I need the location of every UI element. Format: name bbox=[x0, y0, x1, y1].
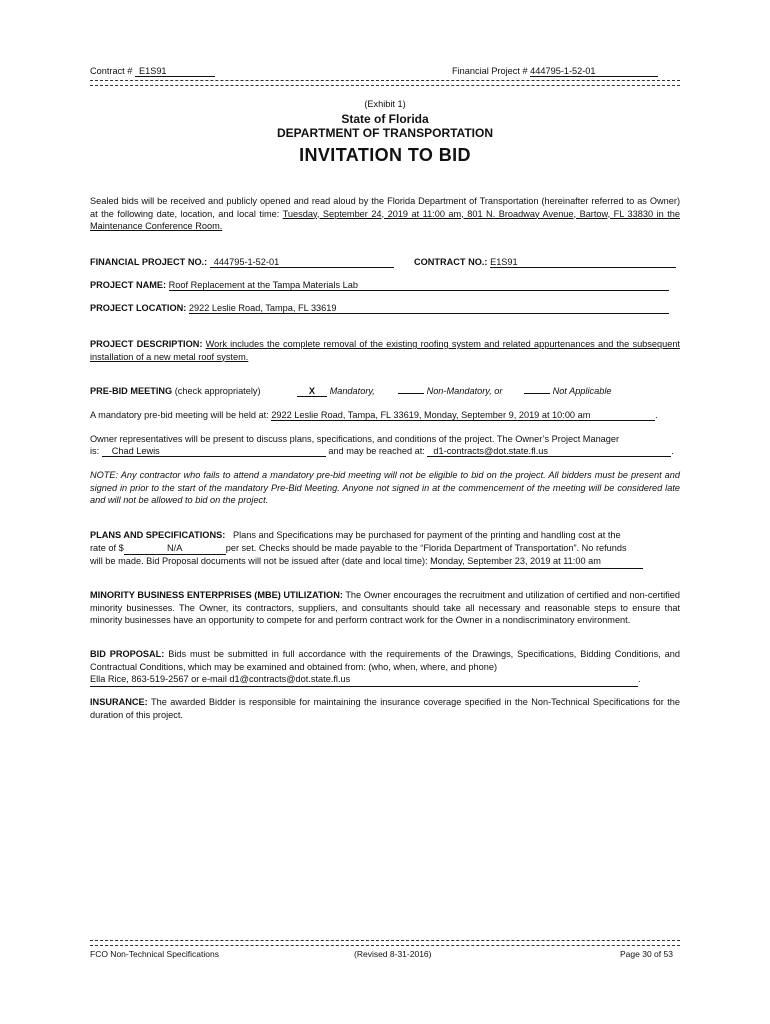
contract-label: Contract # bbox=[90, 66, 133, 76]
project-description bbox=[90, 338, 680, 363]
project-name-value: Roof Replacement at the Tampa Materials Lab bbox=[169, 280, 669, 291]
mandatory-option[interactable] bbox=[297, 386, 375, 397]
insurance bbox=[90, 696, 680, 721]
fp-field-label: FINANCIAL PROJECT NO.: bbox=[90, 257, 208, 267]
is-label: is: bbox=[90, 446, 100, 456]
issue-cutoff-text: will be made. Bid Proposal documents will not be issued after (date and local time): bbox=[90, 556, 428, 566]
project-location-value: 2922 Leslie Road, Tampa, FL 33619 bbox=[189, 303, 669, 314]
project-description-label: PROJECT DESCRIPTION: bbox=[90, 339, 203, 349]
issue-cutoff-date: Monday, September 23, 2019 at 11:00 am bbox=[430, 555, 643, 569]
contract-number bbox=[90, 66, 215, 77]
financial-project-field bbox=[90, 257, 394, 268]
footer-left: FCO Non-Technical Specifications bbox=[90, 949, 219, 959]
not-applicable-checkbox[interactable] bbox=[524, 393, 550, 394]
mandatory-checkmark[interactable]: X bbox=[297, 386, 327, 397]
pre-bid-held-text: A mandatory pre-bid meeting will be held at: bbox=[90, 410, 269, 420]
state-title: State of Florida bbox=[341, 112, 429, 126]
exhibit-label: (Exhibit 1) bbox=[364, 99, 406, 109]
plans-label: PLANS AND SPECIFICATIONS: bbox=[90, 530, 226, 540]
project-location-label: PROJECT LOCATION: bbox=[90, 303, 187, 313]
fp-value: 444795-1-52-01 bbox=[530, 66, 658, 77]
bid-opening-details: Tuesday, September 24, 2019 at 11:00 am, 801 N. Broadway Avenue, Bartow, FL 33830 in the Maintenance Conference Room. bbox=[90, 208, 680, 231]
not-applicable-option[interactable] bbox=[524, 386, 611, 396]
mandatory-label: Mandatory, bbox=[329, 386, 375, 396]
project-name-label: PROJECT NAME: bbox=[90, 280, 167, 290]
mbe-utilization bbox=[90, 589, 680, 627]
page-title: INVITATION TO BID bbox=[299, 145, 471, 165]
payment-text: per set. Checks should be made payable to the “Florida Department of Transportation”. No refunds bbox=[225, 542, 627, 553]
pre-bid-hint: (check appropriately) bbox=[174, 386, 261, 396]
intro-paragraph bbox=[90, 195, 680, 233]
pre-bid-label: PRE-BID MEETING bbox=[90, 386, 173, 396]
financial-project-number bbox=[452, 66, 658, 77]
mbe-text: The Owner encourages the recruitment and utilization of certified and non-certified minority businesses. The Owner, its contractors, suppliers, and consultants should take all necessary and reasonable steps to ensure that minority businesses have an opportunity to compete for and perform contract work for the Owner in a nondiscriminatory environment. bbox=[90, 590, 680, 625]
project-name-field bbox=[90, 280, 669, 291]
owner-representatives-text: Owner representatives will be present to discuss plans, specifications, and conditions of the project. The Owner’s Project Manager bbox=[90, 434, 620, 444]
footer-divider bbox=[90, 940, 680, 946]
pre-bid-note: NOTE: Any contractor who fails to attend a mandatory pre-bid meeting will not be eligible to bid on the project. All bidders must be present and signed in prior to the start of the mandatory Pre-Bid Meeting. Anyone not signed in at the commencement of the meeting will be considered late and will not be allowed to bid on the project. bbox=[90, 470, 680, 505]
project-manager-email[interactable]: d1-contracts@dot.state.fl.us bbox=[427, 446, 671, 457]
project-manager-name: Chad Lewis bbox=[102, 446, 326, 457]
header-divider bbox=[90, 80, 680, 86]
rate-prefix: rate of $ bbox=[90, 542, 124, 553]
pre-bid-held-value: 2922 Leslie Road, Tampa, FL 33619, Monday, September 9, 2019 at 10:00 am bbox=[271, 410, 655, 421]
plans-specifications bbox=[90, 529, 680, 569]
bid-proposal-label: BID PROPOSAL: bbox=[90, 649, 165, 659]
plans-text: Plans and Specifications may be purchased for payment of the printing and handling cost at the bbox=[232, 530, 621, 540]
department-title: DEPARTMENT OF TRANSPORTATION bbox=[277, 126, 493, 140]
contract-field-label: CONTRACT NO.: bbox=[414, 257, 488, 267]
non-mandatory-label: Non-Mandatory, or bbox=[426, 386, 503, 396]
pre-bid-meeting-row bbox=[90, 386, 261, 396]
rate-value: N/A bbox=[124, 542, 226, 556]
page-number: Page 30 of 53 bbox=[620, 949, 673, 959]
reach-label: and may be reached at: bbox=[328, 446, 425, 456]
insurance-text: The awarded Bidder is responsible for maintaining the insurance coverage specified in the Non-Technical Specifications for the duration of this project. bbox=[90, 697, 680, 720]
non-mandatory-checkbox[interactable] bbox=[398, 393, 424, 394]
not-applicable-label: Not Applicable bbox=[552, 386, 612, 396]
fp-label: Financial Project # bbox=[452, 66, 528, 76]
bid-contact[interactable]: Ella Rice, 863-519-2567 or e-mail d1@contracts@dot.state.fl.us bbox=[90, 673, 638, 687]
fp-field-value: 444795-1-52-01 bbox=[210, 257, 394, 268]
insurance-label: INSURANCE: bbox=[90, 697, 148, 707]
contract-field bbox=[414, 257, 676, 268]
bid-proposal: BID PROPOSAL: Bids must be submitted in full accordance with the requirements of the Drawings, Specifications, Bidding Conditions, and Contractual Conditions, which may be examined and obtained from: (who, when, where, and phone) Ella Rice, 863-519-2567 or e-mail d1@contracts@dot.state.fl.us . bbox=[90, 648, 680, 687]
contract-field-value: E1S91 bbox=[490, 257, 676, 268]
mbe-label: MINORITY BUSINESS ENTERPRISES (MBE) UTILIZATION: bbox=[90, 590, 343, 600]
contract-value: E1S91 bbox=[135, 66, 215, 77]
project-manager-row: is: Chad Lewis and may be reached at: d1-contracts@dot.state.fl.us . bbox=[90, 446, 674, 456]
pre-bid-location-row: A mandatory pre-bid meeting will be held at: 2922 Leslie Road, Tampa, FL 33619, Monday, September 9, 2019 at 10:00 am . bbox=[90, 410, 658, 420]
footer-revision: (Revised 8-31-2016) bbox=[354, 949, 432, 959]
bid-proposal-text: Bids must be submitted in full accordance with the requirements of the Drawings, Specifications, Bidding Conditions, and Contractual Conditions, which may be examined and obtained from: (who, when, where, and phone) bbox=[90, 649, 680, 672]
non-mandatory-option[interactable] bbox=[398, 386, 502, 396]
project-description-value: Work includes the complete removal of the existing roofing system and related appurtenances and the subsequent installation of a new metal roof system. bbox=[90, 339, 680, 362]
project-location-field bbox=[90, 303, 669, 314]
intro-text: Sealed bids will be received and publicly opened and read aloud by the Florida Department of Transportation (hereinafter referred to as Owner) at the following date, location, and local time: bbox=[90, 196, 680, 219]
